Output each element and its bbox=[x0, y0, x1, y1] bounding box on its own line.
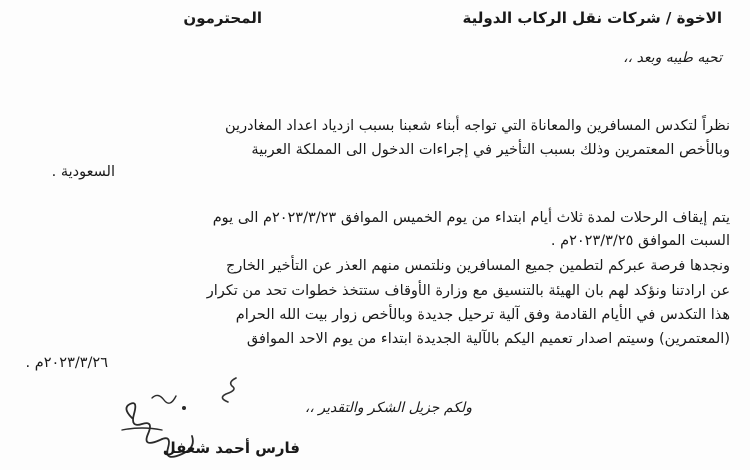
greeting: تحيه طيبه وبعد ،، bbox=[623, 50, 722, 66]
paragraph3-line-2: عن ارادتنا ونؤكد لهم بان الهيئة بالتنسيق مع وزارة الأوقاف ستتخذ خطوات تحد من تكرار bbox=[206, 283, 730, 299]
paragraph1-line-1: نظراً لتكدس المسافرين والمعاناة التي تواجه أبناء شعبنا بسبب ازدياد اعداد المغادرين bbox=[225, 118, 730, 134]
paragraph2-line-1: يتم إيقاف الرحلات لمدة ثلاث أيام ابتداء من يوم الخميس الموافق ٢٠٢٣/٣/٢٣م الى يوم bbox=[212, 210, 730, 226]
signatory-name: فارس أحمد شعفل bbox=[162, 439, 300, 457]
paragraph1-line-3: السعودية . bbox=[51, 164, 115, 180]
honorific: المحترمون bbox=[183, 9, 262, 27]
paragraph3-line-5: ٢٠٢٣/٣/٢٦م . bbox=[25, 355, 108, 371]
paragraph1-line-2: وبالأخص المعتمرين وذلك بسبب التأخير في إجراءات الدخول الى المملكة العربية bbox=[251, 142, 730, 158]
addressee: الاخوة / شركات نقل الركاب الدولية bbox=[462, 9, 722, 27]
closing: ولكم جزيل الشكر والتقدير ،، bbox=[304, 400, 472, 416]
paragraph3-line-1: ونجدها فرصة عبركم لتطمين جميع المسافرين ونلتمس منهم العذر عن التأخير الخارج bbox=[226, 258, 730, 274]
paragraph3-line-3: هذا التكدس في الأيام القادمة وفق آلية ترحيل جديدة وبالأخص زوار بيت الله الحرام bbox=[235, 307, 730, 323]
paragraph3-line-4: (المعتمرين) وسيتم اصدار تعميم اليكم بالآلية الجديدة ابتداء من يوم الاحد الموافق bbox=[246, 331, 730, 347]
paragraph2-line-2: السبت الموافق ٢٠٢٣/٣/٢٥م . bbox=[550, 233, 730, 249]
